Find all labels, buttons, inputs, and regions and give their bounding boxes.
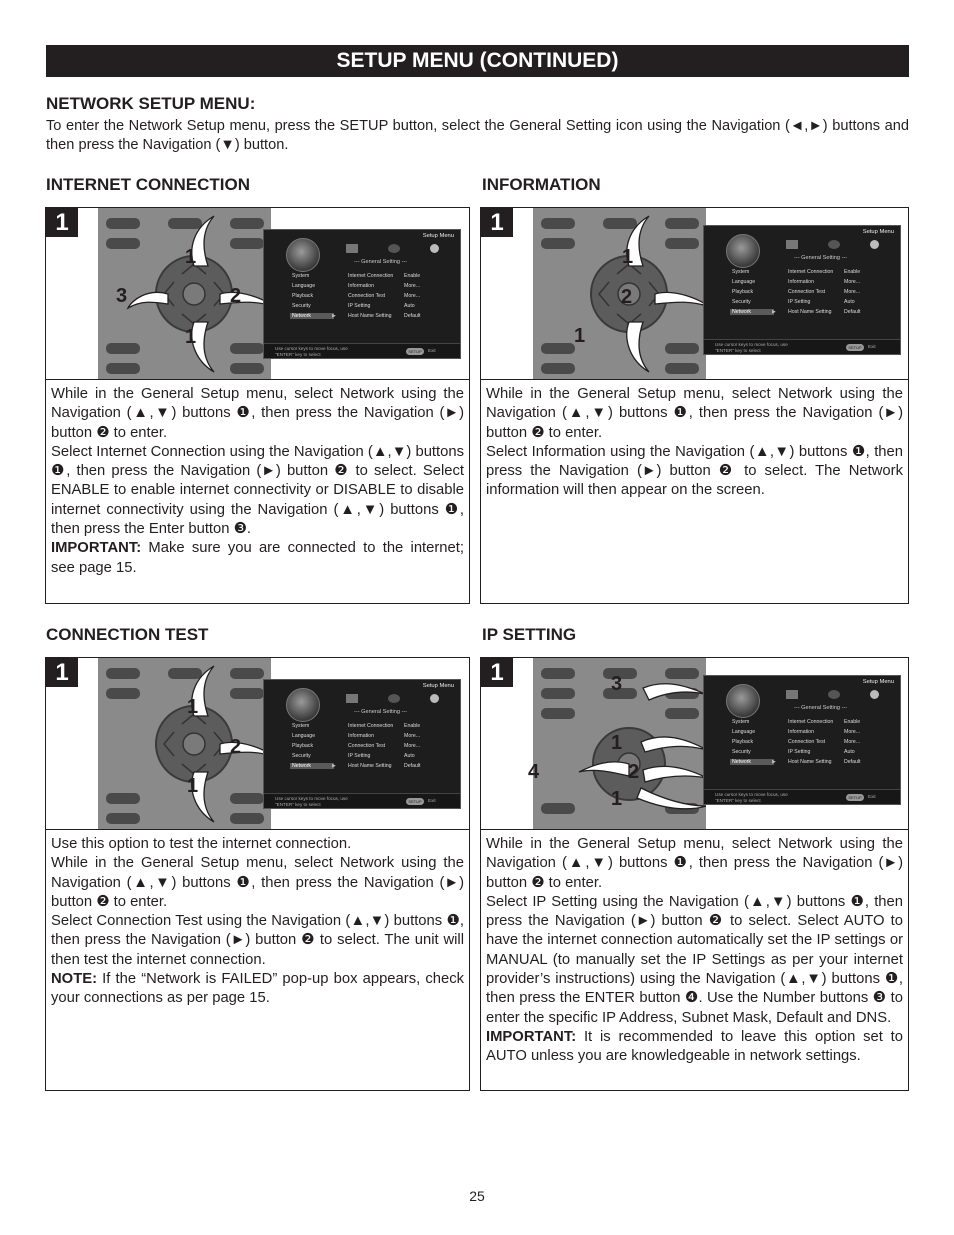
menu-row-value: Auto [844,299,855,305]
paragraph: Use this option to test the internet connection. [51,836,352,852]
menu-row-value: More... [844,729,861,735]
important-label: IMPORTANT: [51,540,142,557]
info-icon [430,244,439,253]
menu-row-item: Internet Connection [348,273,394,279]
callout-label: 4 [528,761,540,783]
menu-row-item: Internet Connection [348,723,394,729]
internet-connection-panel [45,207,470,604]
important-label: IMPORTANT: [486,1028,577,1045]
screen-footer [704,339,900,354]
menu-row-label: Playback [292,743,314,749]
screen-footer [264,343,460,358]
screen-title: Setup Menu [422,683,454,689]
step-number: 1 [481,208,513,237]
general-setting-heading: --- General Setting --- [794,705,848,711]
information-panel [480,207,909,604]
callout-label: 1 [622,246,634,268]
menu-row-value: Default [404,763,421,769]
paragraph: While in the General Setup menu, select Network using the Navigation (▲,▼) buttons ❶, then press the Navigation (►) button ❷ to enter. [486,836,903,891]
menu-row-item: Information [348,733,374,739]
paragraph: NOTE: If the “Network is FAILED” pop-up box appears, check your connections as per page 15. [51,971,464,1007]
menu-row-label: Language [732,729,756,735]
callout-label: 2 [621,286,633,308]
paragraph: Select Information using the Navigation (▲,▼) buttons ❶, then press the Navigation (►) button ❷ to select. The Network information will then appear on the screen. [486,443,903,499]
paragraph: While in the General Setup menu, select Network using the Navigation (▲,▼) buttons ❶, then press the Navigation (►) button ❷ to enter. [486,386,903,441]
menu-row-value: More... [404,283,421,289]
audio-icon [828,690,840,699]
menu-row-value: Auto [404,303,415,309]
menu-row-label: System [732,269,750,275]
callout-label: 1 [187,775,199,797]
menu-row-label: System [292,273,310,279]
general-setting-heading: --- General Setting --- [354,259,408,265]
menu-row-item: Information [348,283,374,289]
connection-test-text [51,835,464,1009]
setup-button[interactable]: SETUP [406,798,424,805]
menu-row-item: Connection Test [788,739,826,745]
screen-footer [264,793,460,808]
general-setting-icon [726,234,760,268]
internet-connection-title: INTERNET CONNECTION [46,175,250,194]
paragraph: IMPORTANT: It is recommended to leave this option set to AUTO unless you are knowledgeable in network settings. [486,1028,903,1065]
callout-label: 1 [185,246,197,268]
callout-label: 1 [611,732,623,754]
step-number: 1 [481,658,513,687]
screen-hint: Use cursor keys to move focus, use "ENTER" key to select [275,796,348,808]
menu-row-label: Playback [292,293,314,299]
ip-setting-panel [480,657,909,1091]
screen-title: Setup Menu [422,233,454,239]
setup-menu-screen [263,229,461,359]
screen-title: Setup Menu [862,229,894,235]
menu-row-value: Enable [844,719,861,725]
note-label: NOTE: [51,971,98,988]
information-text [486,385,903,501]
callout-label: 2 [230,736,242,758]
menu-row-item: IP Setting [348,753,371,759]
paragraph: Select Internet Connection using the Navigation (▲,▼) buttons ❶, then press the Navigation (►) button ❷ to select. Select ENABLE to enable internet connectivity or DISABLE to disable internet connectivity using the Navigation (▲,▼) buttons ❶, then press the Enter button ❸. [51,443,464,538]
menu-row-value: More... [404,293,421,299]
menu-row-label: Network [290,763,334,769]
screen-hint: Use cursor keys to move focus, use "ENTER" key to select [715,342,788,354]
menu-row-item: Host Name Setting [348,763,392,769]
menu-row-item: IP Setting [788,299,811,305]
video-icon [346,244,358,253]
callout-label: 1 [187,696,199,718]
menu-row-item: Host Name Setting [788,309,832,315]
connection-test-panel [45,657,470,1091]
arrow-right-icon: ▶ [772,309,776,315]
menu-row-label: Network [730,759,774,765]
menu-row-item: Information [788,729,814,735]
connection-test-figure [46,658,469,830]
menu-row-label: Playback [732,739,754,745]
arrow-right-icon: ▶ [332,763,336,769]
paragraph: Select IP Setting using the Navigation (▲,▼) buttons ❶, then press the Navigation (►) button ❷ to select. Select AUTO to have the internet connection automatically set the IP settings or MANUAL (to manually set the IP Settings as per your internet provider’s instructions) using the Navigation (▲,▼) buttons ❶, then press the ENTER button ❹. Use the Number buttons ❸ to enter the specific IP Address, Subnet Mask, Default and DNS. [486,893,903,1026]
menu-row-value: More... [404,743,421,749]
general-setting-icon [286,238,320,272]
exit-label: Exit [428,348,436,353]
info-icon [870,690,879,699]
arrow-overlay [98,658,271,830]
callout-label: 3 [611,673,623,695]
menu-row-item: Connection Test [788,289,826,295]
screen-hint: Use cursor keys to move focus, use "ENTER" key to select [715,792,788,804]
audio-icon [388,244,400,253]
menu-row-item: IP Setting [788,749,811,755]
exit-label: Exit [868,344,876,349]
menu-row-label: Security [732,749,751,755]
callout-label: 3 [116,285,128,307]
menu-row-label: Security [292,753,311,759]
setup-button[interactable]: SETUP [846,794,864,801]
connection-test-title: CONNECTION TEST [46,625,209,644]
menu-row-item: Connection Test [348,743,386,749]
menu-row-label: Playback [732,289,754,295]
info-icon [430,694,439,703]
menu-row-item: Host Name Setting [788,759,832,765]
callout-label: 1 [185,326,197,348]
paragraph: Select Connection Test using the Navigation (▲,▼) buttons ❶, then press the Navigation (►) button ❷ to select. The unit will then test the internet connection. [51,913,464,968]
menu-row-value: Default [404,313,421,319]
arrow-right-icon: ▶ [772,759,776,765]
menu-row-label: Security [732,299,751,305]
network-setup-heading: NETWORK SETUP MENU: [46,94,256,113]
info-icon [870,240,879,249]
menu-row-label: Language [732,279,756,285]
menu-row-value: Enable [404,723,421,729]
menu-row-label: Language [292,733,316,739]
ip-setting-title: IP SETTING [482,625,577,644]
menu-row-label: System [292,723,310,729]
general-setting-icon [286,688,320,722]
menu-row-item: Internet Connection [788,719,834,725]
general-setting-icon [726,684,760,718]
menu-row-value: Auto [404,753,415,759]
exit-label: Exit [428,798,436,803]
page-number: 25 [469,1188,485,1204]
menu-row-item: Host Name Setting [348,313,392,319]
ip-setting-text [486,835,903,1067]
menu-row-label: Security [292,303,311,309]
menu-row-value: More... [844,739,861,745]
setup-button[interactable]: SETUP [406,348,424,355]
menu-row-item: Internet Connection [788,269,834,275]
menu-row-value: Enable [404,273,421,279]
general-setting-heading: --- General Setting --- [354,709,408,715]
callout-label: 1 [574,325,586,347]
audio-icon [388,694,400,703]
menu-row-value: More... [404,733,421,739]
video-icon [346,694,358,703]
audio-icon [828,240,840,249]
callout-label: 1 [611,788,623,810]
video-icon [786,240,798,249]
ip-setting-figure [481,658,908,830]
internet-connection-figure [46,208,469,380]
setup-button[interactable]: SETUP [846,344,864,351]
paragraph: While in the General Setup menu, select Network using the Navigation (▲,▼) buttons ❶, then press the Navigation (►) button ❷ to enter. [51,386,464,441]
menu-row-item: Connection Test [348,293,386,299]
menu-row-value: More... [844,289,861,295]
general-setting-heading: --- General Setting --- [794,255,848,261]
menu-row-item: Information [788,279,814,285]
information-figure [481,208,908,380]
page-banner: SETUP MENU (CONTINUED) [46,45,909,77]
paragraph: IMPORTANT: Make sure you are connected to the internet; see page 15. [51,540,464,576]
screen-footer [704,789,900,804]
setup-menu-screen [263,679,461,809]
intro-text: To enter the Network Setup menu, press the SETUP button, select the General Setting icon using the Navigation (◄,►) buttons and then press the Navigation (▼) button. [46,118,909,153]
paragraph: While in the General Setup menu, select Network using the Navigation (▲,▼) buttons ❶, then press the Navigation (►) button ❷ to enter. [51,855,464,910]
internet-connection-text [51,385,464,578]
screen-hint: Use cursor keys to move focus, use "ENTER" key to select [275,346,348,358]
exit-label: Exit [868,794,876,799]
callout-label: 2 [230,285,242,307]
video-icon [786,690,798,699]
step-number: 1 [46,208,78,237]
step-number: 1 [46,658,78,687]
setup-menu-screen [703,225,901,355]
menu-row-value: Default [844,309,861,315]
menu-row-label: System [732,719,750,725]
menu-row-value: More... [844,279,861,285]
menu-row-label: Language [292,283,316,289]
menu-row-item: IP Setting [348,303,371,309]
screen-title: Setup Menu [862,679,894,685]
information-title: INFORMATION [482,175,601,194]
setup-menu-screen [703,675,901,805]
menu-row-value: Auto [844,749,855,755]
menu-row-value: Enable [844,269,861,275]
menu-row-label: Network [290,313,334,319]
callout-label: 2 [628,761,640,783]
arrow-overlay [533,208,706,380]
menu-row-value: Default [844,759,861,765]
menu-row-label: Network [730,309,774,315]
arrow-right-icon: ▶ [332,313,336,319]
